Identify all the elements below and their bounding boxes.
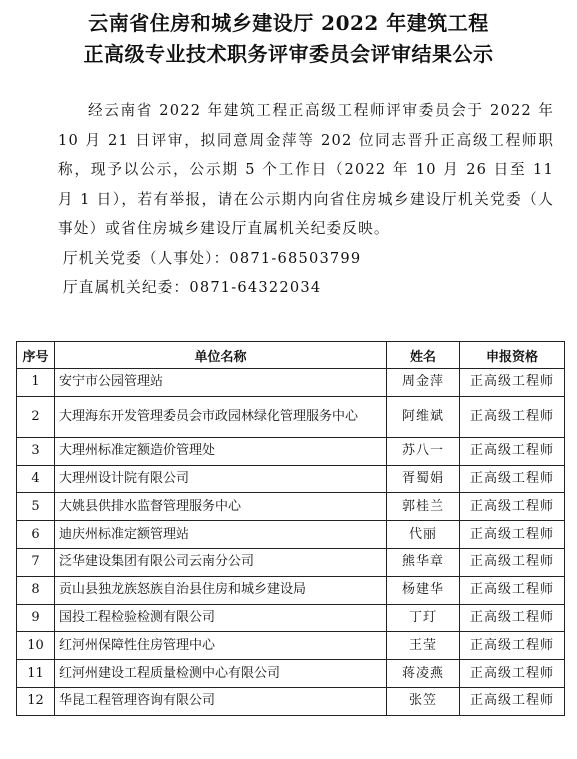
cell-no: 11 (17, 660, 55, 688)
table-header (17, 342, 565, 369)
table-row (17, 548, 565, 576)
cell-no: 7 (17, 548, 55, 576)
contact-discipline-committee: 厅直属机关纪委：0871-64322034 (63, 279, 322, 296)
cell-no: 2 (17, 396, 55, 437)
cell-unit: 迪庆州标准定额管理站 (55, 521, 387, 549)
cell-name: 丁玎 (387, 604, 460, 632)
cell-unit: 大姚县供排水监督管理服务中心 (55, 493, 387, 521)
cell-qualification: 正高级工程师 (460, 687, 565, 715)
cell-name: 杨建华 (387, 576, 460, 604)
table-row (17, 369, 565, 397)
cell-qualification: 正高级工程师 (460, 369, 565, 397)
cell-unit: 国投工程检验检测有限公司 (55, 604, 387, 632)
cell-unit: 大理海东开发管理委员会市政园林绿化管理服务中心 (55, 396, 387, 437)
header-qualification: 申报资格 (460, 342, 565, 369)
cell-unit: 大理州标准定额造价管理处 (55, 437, 387, 465)
cell-qualification: 正高级工程师 (460, 604, 565, 632)
cell-qualification: 正高级工程师 (460, 660, 565, 688)
cell-qualification: 正高级工程师 (460, 548, 565, 576)
cell-name: 张笠 (387, 687, 460, 715)
table-row (17, 493, 565, 521)
cell-name: 胥蜀娟 (387, 465, 460, 493)
cell-unit: 安宁市公园管理站 (55, 369, 387, 397)
table-header-row (17, 342, 565, 369)
announcement-body (58, 96, 554, 303)
header-no: 序号 (17, 342, 55, 369)
cell-name: 熊华章 (387, 548, 460, 576)
cell-unit: 泛华建设集团有限公司云南分公司 (55, 548, 387, 576)
cell-qualification: 正高级工程师 (460, 493, 565, 521)
cell-name: 郭桂兰 (387, 493, 460, 521)
cell-qualification: 正高级工程师 (460, 576, 565, 604)
cell-unit: 红河州保障性住房管理中心 (55, 632, 387, 660)
cell-no: 10 (17, 632, 55, 660)
table-row (17, 465, 565, 493)
cell-qualification: 正高级工程师 (460, 465, 565, 493)
cell-no: 6 (17, 521, 55, 549)
cell-unit: 红河州建设工程质量检测中心有限公司 (55, 660, 387, 688)
header-unit: 单位名称 (55, 342, 387, 369)
table-row (17, 687, 565, 715)
cell-unit: 大理州设计院有限公司 (55, 465, 387, 493)
cell-no: 12 (17, 687, 55, 715)
table-row (17, 437, 565, 465)
announcement-paragraph: 经云南省 2022 年建筑工程正高级工程师评审委员会于 2022 年 10 月 21 日评审，拟同意周金萍等 202 位同志晋升正高级工程师职称，现予以公示，公示期 5 个工作日（2022 年 10 月 26 日至 11 月 1 日），若有举报，请在公示期内向省住房城乡建设厅机关党委（人事处）或省住房城乡建设厅直属机关纪委反映。 (58, 102, 554, 237)
cell-name: 苏八一 (387, 437, 460, 465)
table-row (17, 604, 565, 632)
cell-no: 4 (17, 465, 55, 493)
table-row (17, 632, 565, 660)
cell-name: 王莹 (387, 632, 460, 660)
table-row (17, 521, 565, 549)
cell-unit: 华昆工程管理咨询有限公司 (55, 687, 387, 715)
cell-no: 5 (17, 493, 55, 521)
cell-no: 3 (17, 437, 55, 465)
table-row (17, 576, 565, 604)
cell-qualification: 正高级工程师 (460, 396, 565, 437)
cell-no: 8 (17, 576, 55, 604)
table-row (17, 660, 565, 688)
cell-name: 蒋凌燕 (387, 660, 460, 688)
header-name: 姓名 (387, 342, 460, 369)
cell-name: 阿维斌 (387, 396, 460, 437)
title-line-2: 正高级专业技术职务评审委员会评审结果公示 (83, 42, 494, 66)
cell-qualification: 正高级工程师 (460, 521, 565, 549)
results-table (16, 341, 565, 716)
cell-name: 周金萍 (387, 369, 460, 397)
document-title (0, 8, 577, 70)
cell-no: 1 (17, 369, 55, 397)
cell-qualification: 正高级工程师 (460, 437, 565, 465)
title-line-1: 云南省住房和城乡建设厅 2022 年建筑工程 (88, 11, 489, 35)
cell-no: 9 (17, 604, 55, 632)
cell-name: 代丽 (387, 521, 460, 549)
table-body (17, 369, 565, 716)
table-row (17, 396, 565, 437)
cell-qualification: 正高级工程师 (460, 632, 565, 660)
contact-party-committee: 厅机关党委（人事处）：0871-68503799 (63, 249, 362, 267)
cell-unit: 贡山县独龙族怒族自治县住房和城乡建设局 (55, 576, 387, 604)
